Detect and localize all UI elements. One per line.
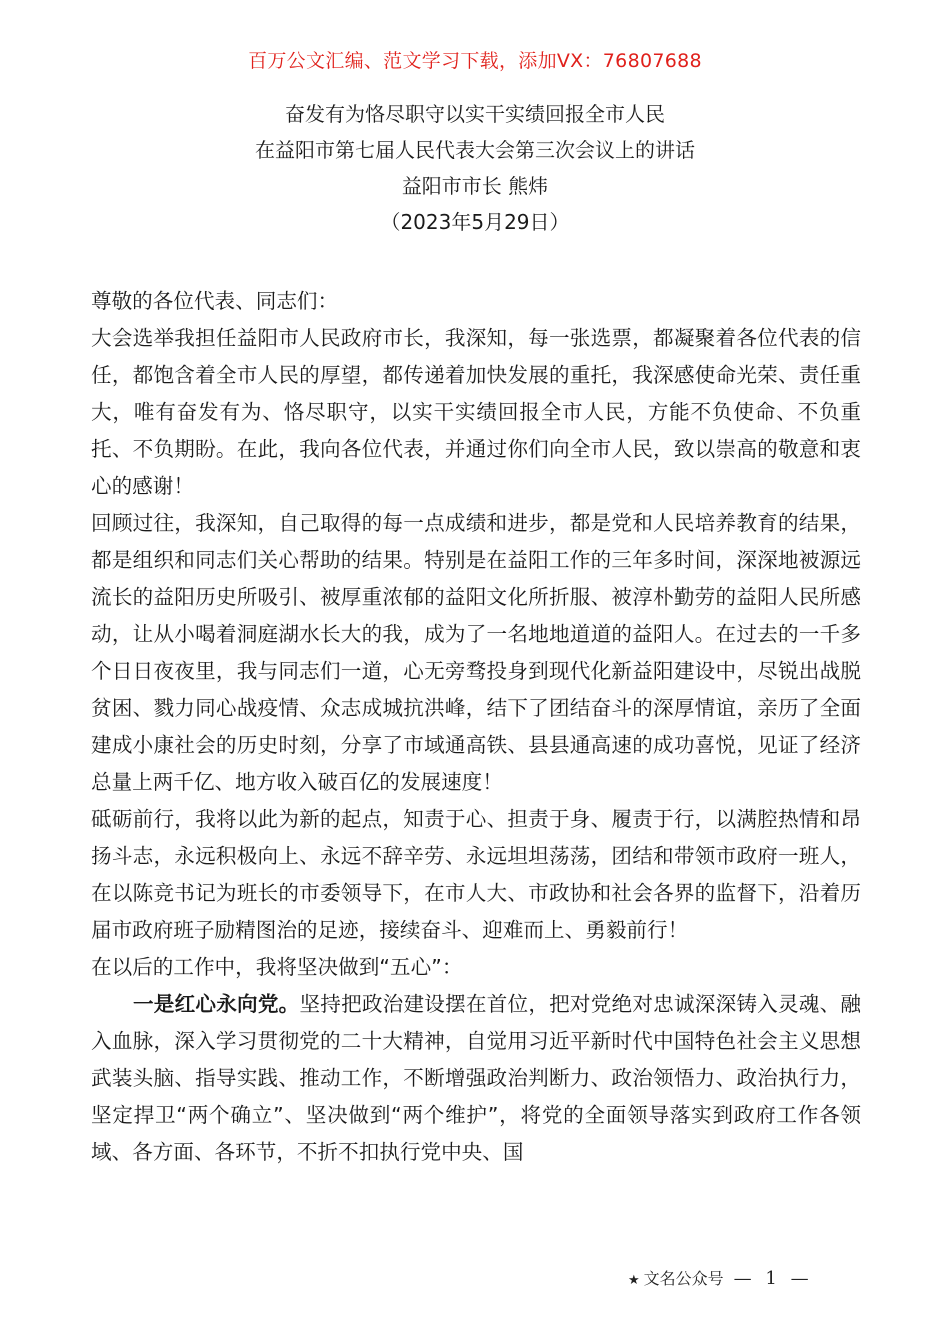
paragraph-2: 回顾过往，我深知，自己取得的每一点成绩和进步，都是党和人民培养教育的结果，都是组织和同志们关心帮助的结果。特别是在益阳工作的三年多时间，深深地被源远流长的益阳历史所吸引、被厚重浓郁的益阳文化所折服、被淳朴勤劳的益阳人民所感动，让从小喝着洞庭湖水长大的我，成为了一名地地道道的益阳人。在过去的一千多个日日夜夜里，我与同志们一道，心无旁骛投身到现代化新益阳建设中，尽锐出战脱贫困、戮力同心战疫情、众志成城抗洪峰，结下了团结奋斗的深厚情谊，亲历了全面建成小康社会的历史时刻，分享了市域通高铁、县县通高速的成功喜悦，见证了经济总量上两千亿、地方收入破百亿的发展速度！ <box>91 511 861 794</box>
paragraph-4: 在以后的工作中，我将坚决做到“五心”： <box>91 955 463 979</box>
paragraph-3: 砥砺前行，我将以此为新的起点，知责于心、担责于身、履责于行，以满腔热情和昂扬斗志，永远积极向上、永远不辞辛劳、永远坦坦荡荡，团结和带领市政府一班人，在以陈竞书记为班长的市委领导下，在市人大、市政协和社会各界的监督下，沿着历届市政府班子励精图治的足迹，接续奋斗、迎难而上、勇毅前行！ <box>91 807 861 942</box>
watermark-banner: 百万公文汇编、范文学习下载，添加VX：76807688 <box>248 50 702 72</box>
page-number: — 1 — <box>733 1268 813 1289</box>
document-title: 奋发有为恪尽职守以实干实绩回报全市人民 <box>285 102 665 126</box>
star-icon: ★ <box>628 1273 640 1288</box>
date-line: （2023年5月29日） <box>380 210 570 234</box>
point-1-paragraph <box>91 986 861 1171</box>
salutation: 尊敬的各位代表、同志们： <box>91 289 339 313</box>
point-1-text: 坚持把政治建设摆在首位，把对党绝对忠诚深深铸入灵魂、融入血脉，深入学习贯彻党的二十大精神，自觉用习近平新时代中国特色社会主义思想武装头脑、指导实践、推动工作，不断增强政治判断力、政治领悟力、政治执行力，坚定捍卫“两个确立”、坚决做到“两个维护”，将党的全面领导落实到政府工作各领域、各方面、各环节，不折不扣执行党中央、国 <box>91 992 862 1164</box>
footer-label: 文名公众号 <box>643 1269 724 1288</box>
point-1-lead: 一是红心永向党。 <box>133 992 300 1016</box>
paragraph-1: 大会选举我担任益阳市人民政府市长，我深知，每一张选票，都凝聚着各位代表的信任，都饱含着全市人民的厚望，都传递着加快发展的重托，我深感使命光荣、责任重大，唯有奋发有为、恪尽职守，以实干实绩回报全市人民，方能不负使命、不负重托、不负期盼。在此，我向各位代表，并通过你们向全市人民，致以崇高的敬意和衷心的感谢！ <box>91 326 861 498</box>
document-subtitle: 在益阳市第七届人民代表大会第三次会议上的讲话 <box>255 138 695 162</box>
document-body <box>91 283 861 1171</box>
author-line: 益阳市市长 熊炜 <box>401 174 549 198</box>
title-block <box>0 96 950 240</box>
page-footer <box>628 1266 868 1289</box>
